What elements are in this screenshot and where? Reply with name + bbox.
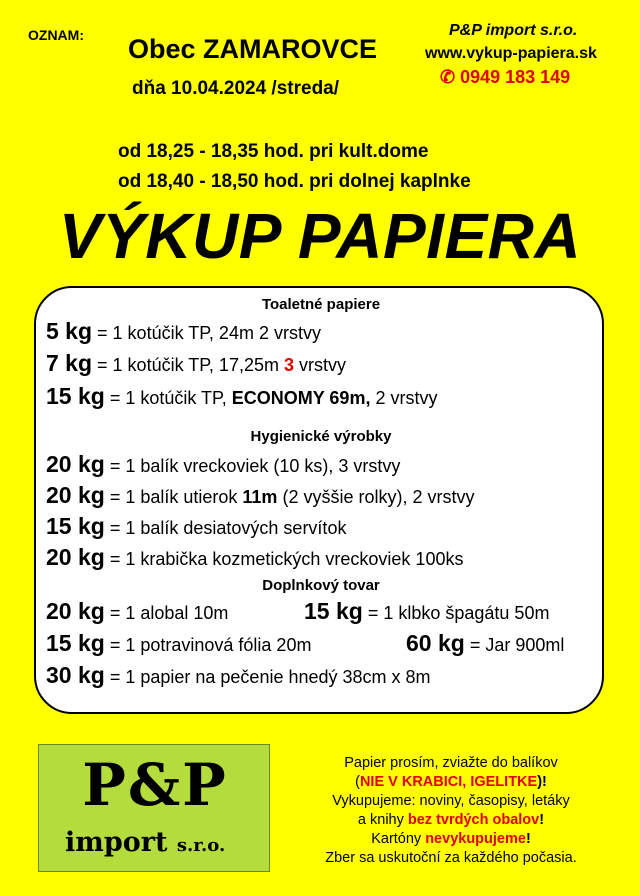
logo-sro: s.r.o. [176,835,226,856]
category-extra: Doplnkový tovar [262,577,380,594]
info-note [286,754,616,868]
offer-weight: 5 kg [46,318,93,344]
offer-text: (2 vyššie rolky), 2 vrstvy [277,487,475,507]
offer-row [46,482,474,509]
offer-highlight: 11m [242,487,278,507]
company-name: P&P import s.r.o. [449,22,578,39]
headline: VÝKUP PAPIERA [58,200,582,272]
offer-text: vrstvy [294,355,346,375]
offer-weight: 20 kg [46,598,105,624]
offer-weight: 60 kg [406,630,465,656]
offer-text: = 1 kotúčik TP, [104,388,232,408]
info-line: Papier prosím, zviažte do balíkov [344,755,558,771]
offer-weight: 15 kg [46,630,105,656]
offer-row [46,662,431,689]
logo-title: P&P [82,751,228,819]
offer-weight: 20 kg [46,544,105,570]
info-line: Vykupujeme: noviny, časopisy, letáky [332,793,570,809]
offer-row [46,350,346,377]
offer-weight: 30 kg [46,662,105,688]
schedule-line-1: od 18,25 - 18,35 hod. pri kult.dome [118,141,429,162]
offer-row [46,383,437,410]
offer-panel [34,286,604,714]
offer-row [46,630,311,657]
offer-text: = 1 balík vreckoviek (10 ks), 3 vrstvy [104,456,401,476]
info-line: a knihy bez tvrdých obalov! [357,812,545,828]
offer-weight: 20 kg [46,482,105,508]
company-logo [38,744,270,872]
phone-number[interactable]: ✆ 0949 183 149 [440,67,571,87]
offer-text: = 1 balík utierok [104,487,243,507]
category-toilet-paper: Toaletné papiere [261,296,381,313]
offer-text: = Jar 900ml [464,635,565,655]
offer-text: = 1 balík desiatových servítok [104,518,347,538]
offer-row [46,544,463,571]
offer-text: = 1 potravinová fólia 20m [104,635,312,655]
offer-weight: 15 kg [304,598,363,624]
offer-weight: 7 kg [46,350,93,376]
info-line: Kartóny nevykupujeme! [371,831,531,847]
offer-text: 2 vrstvy [370,388,438,408]
offer-row [304,598,549,625]
offer-row [46,598,228,625]
schedule-line-2: od 18,40 - 18,50 hod. pri dolnej kaplnke [118,171,471,192]
offer-text: = 1 alobal 10m [104,603,229,623]
offer-row [46,513,346,540]
offer-row [406,630,564,657]
offer-text: = 1 krabička kozmetických vreckoviek 100ks [104,549,464,569]
logo-import: import [65,827,177,858]
offer-weight: 15 kg [46,513,105,539]
website-link[interactable]: www.vykup-papiera.sk [425,45,597,62]
offer-text: = 1 kotúčik TP, 17,25m [92,355,284,375]
offer-highlight: ECONOMY 69m, [231,388,371,408]
village-name: Obec ZAMAROVCE [128,34,378,64]
offer-weight: 15 kg [46,383,105,409]
event-date: dňa 10.04.2024 /streda/ [132,78,340,99]
info-line: Zber sa uskutoční za každého počasia. [325,850,577,866]
offer-text: = 1 papier na pečenie hnedý 38cm x 8m [104,667,431,687]
logo-subtitle [65,827,225,858]
offer-row [46,451,400,478]
info-line: (NIE V KRABICI, IGELITKE)! [355,774,547,790]
offer-text: = 1 kotúčik TP, 24m 2 vrstvy [92,323,321,343]
oznam-label: OZNAM: [28,27,84,43]
offer-text: = 1 klbko špagátu 50m [362,603,550,623]
category-hygiene: Hygienické výrobky [250,428,392,445]
offer-row [46,318,321,345]
offer-highlight: 3 [283,355,294,375]
offer-weight: 20 kg [46,451,105,477]
